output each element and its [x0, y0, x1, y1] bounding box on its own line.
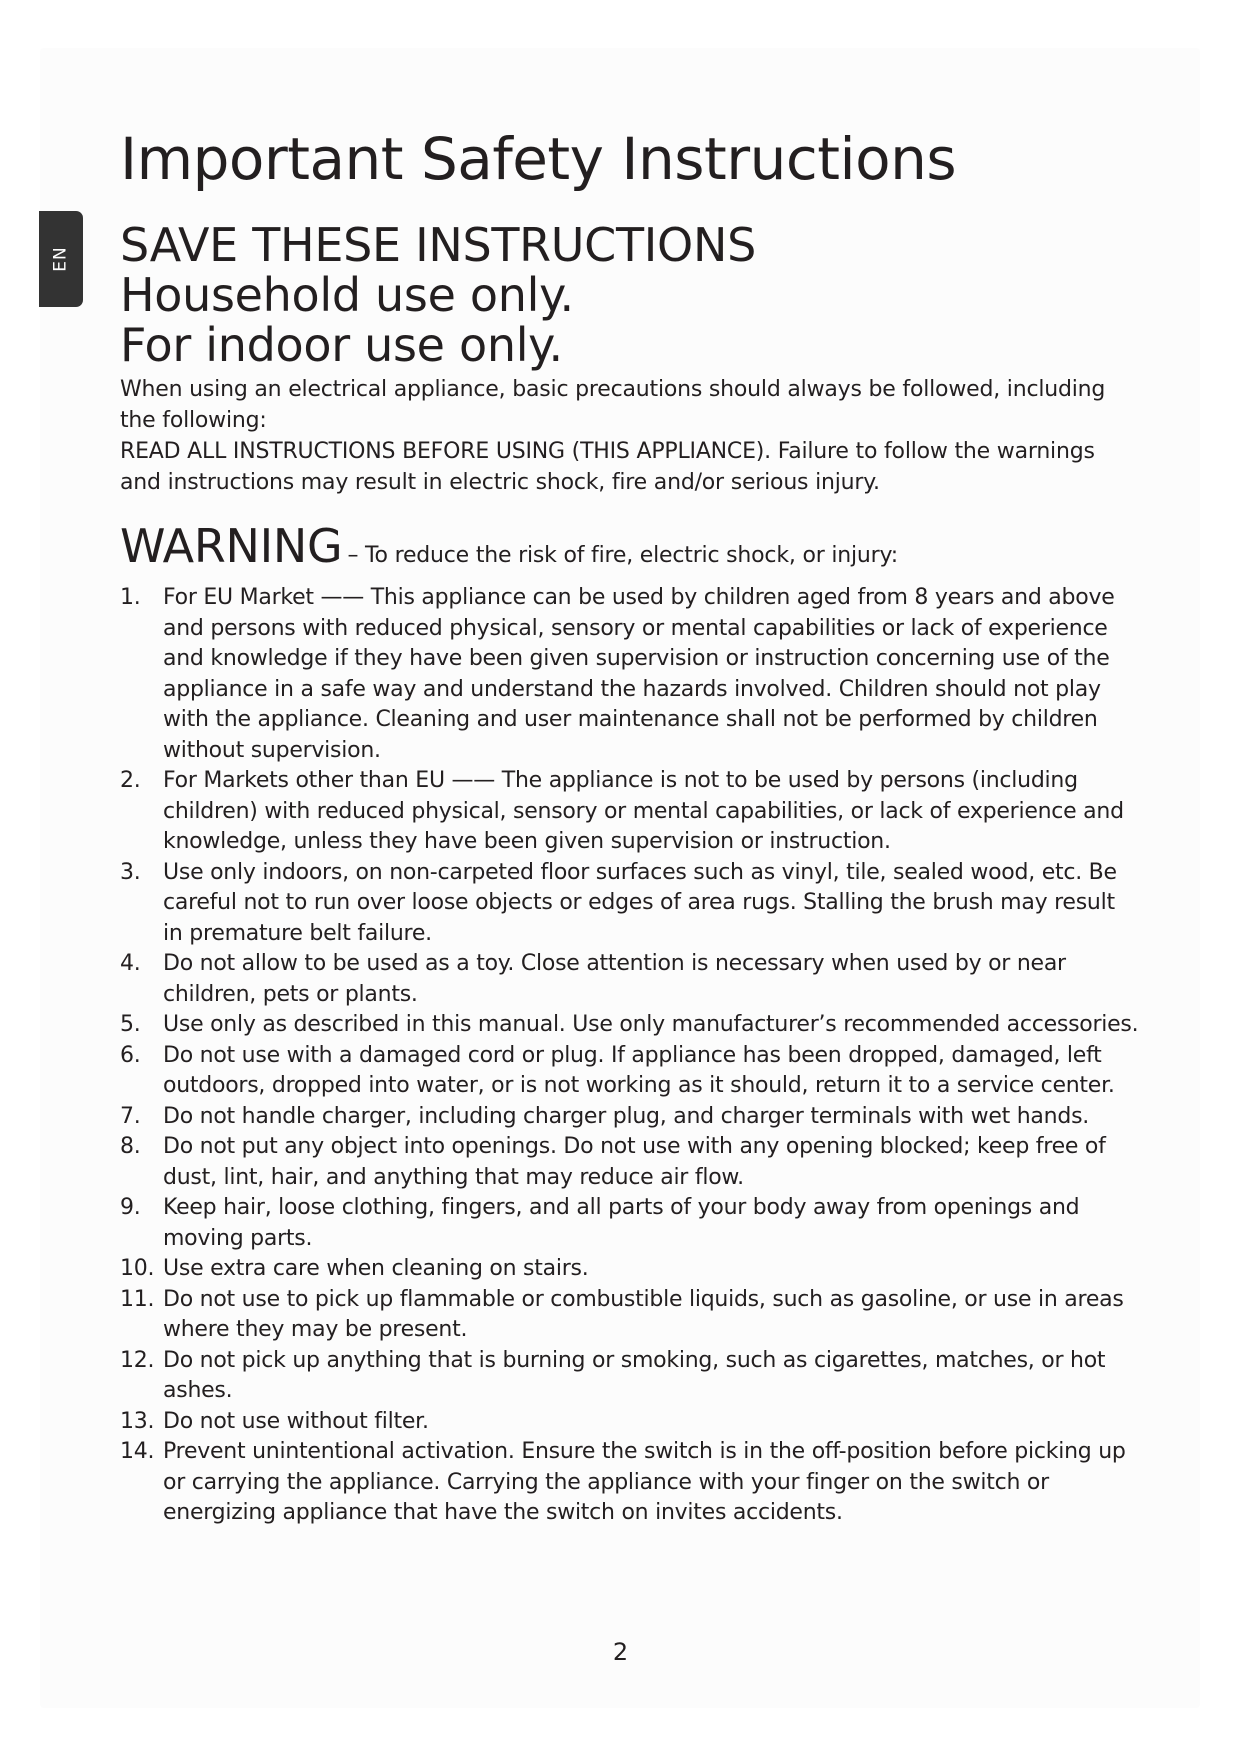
list-item: [120, 766, 1140, 858]
list-item-text: Do not put any object into openings. Do not use with any opening blocked; keep free of dust, lint, hair, and anything that may reduce air flow.: [163, 1134, 1106, 1190]
indoor-use-heading: For indoor use only.: [120, 318, 563, 372]
list-item: [120, 1041, 1140, 1102]
page-number: 2: [612, 1638, 629, 1666]
list-item-number: 7.: [120, 1103, 141, 1129]
list-item: [120, 949, 1140, 1010]
list-item: [120, 1285, 1140, 1346]
list-item-number: 14.: [120, 1439, 155, 1464]
language-tab: [39, 211, 83, 307]
list-item: [120, 1102, 1140, 1133]
list-item-number: 2.: [120, 768, 141, 793]
list-item-number: 13.: [120, 1408, 155, 1434]
warning-text: – To reduce the risk of fire, electric shock, or injury:: [347, 543, 898, 568]
list-item-number: 9.: [120, 1195, 141, 1220]
warning-heading: [120, 520, 1140, 583]
list-item-number: 5.: [120, 1012, 141, 1037]
list-item-text: Use extra care when cleaning on stairs.: [163, 1256, 589, 1281]
list-item: [120, 1132, 1140, 1193]
list-item-text: For EU Market —— This appliance can be used by children aged from 8 years and above and persons with reduced physical, sensory or mental capabilities or lack of experience and knowledge if they have been given supervision or instruction concerning use of the appliance in a safe way and understand the hazards involved. Children should not play with the appliance. Cleaning and user maintenance shall not be performed by children without supervision.: [163, 585, 1115, 763]
list-item-text: Do not allow to be used as a toy. Close attention is necessary when used by or near children, pets or plants.: [163, 951, 1066, 1007]
list-item-number: 4.: [120, 951, 141, 976]
list-item-text: Do not pick up anything that is burning or smoking, such as cigarettes, matches, or hot ashes.: [163, 1347, 1106, 1403]
list-item-text: For Markets other than EU —— The appliance is not to be used by persons (including children) with reduced physical, sensory or mental capabilities, or lack of experience and knowledge, unless they have been given supervision or instruction.: [163, 768, 1124, 854]
list-item: [120, 1346, 1140, 1407]
list-item-text: Do not use without filter.: [163, 1408, 429, 1434]
list-item: [120, 1407, 1140, 1438]
list-item-number: 12.: [120, 1347, 155, 1373]
list-item-number: 3.: [120, 859, 141, 885]
list-item-number: 8.: [120, 1134, 141, 1159]
list-item-text: Keep hair, loose clothing, fingers, and all parts of your body away from openings and moving parts.: [163, 1195, 1080, 1251]
list-item: [120, 583, 1140, 766]
list-item-text: Prevent unintentional activation. Ensure the switch is in the off-position before picking up or carrying the appliance. Carrying the appliance with your finger on the switch or energizing appliance that have the switch on invites accidents.: [163, 1439, 1126, 1525]
list-item-text: Use only indoors, on non-carpeted floor surfaces such as vinyl, tile, sealed wood, etc. Be careful not to run over loose objects or edges of area rugs. Stalling the brush may result in premature belt failure.: [163, 859, 1117, 946]
household-use-heading: Household use only.: [120, 268, 574, 322]
warning-word: WARNING: [120, 519, 343, 573]
list-item: [120, 858, 1140, 950]
list-item: [120, 1193, 1140, 1254]
list-item-text: Use only as described in this manual. Use only manufacturer’s recommended accessories.: [163, 1012, 1139, 1037]
list-item-number: 1.: [120, 585, 141, 610]
list-item-text: Do not handle charger, including charger plug, and charger terminals with wet hands.: [163, 1103, 1090, 1129]
language-tab-label: EN: [51, 246, 71, 272]
list-item-number: 10.: [120, 1256, 155, 1281]
list-item-text: Do not use with a damaged cord or plug. If appliance has been dropped, damaged, left outdoors, dropped into water, or is not working as it should, return it to a service center.: [163, 1042, 1115, 1098]
list-item-number: 6.: [120, 1042, 141, 1068]
list-item: [120, 1437, 1140, 1529]
main-content: [120, 118, 1140, 1529]
page-title: Important Safety Instructions: [120, 125, 957, 193]
save-instructions-heading: SAVE THESE INSTRUCTIONS: [120, 218, 756, 272]
list-item: [120, 1010, 1140, 1041]
safety-rules-list: [120, 583, 1140, 1529]
read-instructions-paragraph: READ ALL INSTRUCTIONS BEFORE USING (THIS APPLIANCE). Failure to follow the warnings and instructions may result in electric shock, fire and/or serious injury.: [120, 439, 1095, 495]
list-item-text: Do not use to pick up flammable or combustible liquids, such as gasoline, or use in areas where they may be present.: [163, 1286, 1124, 1342]
list-item: [120, 1254, 1140, 1285]
intro-paragraph: When using an electrical appliance, basic precautions should always be followed, including the following:: [120, 377, 1106, 433]
list-item-number: 11.: [120, 1286, 155, 1312]
